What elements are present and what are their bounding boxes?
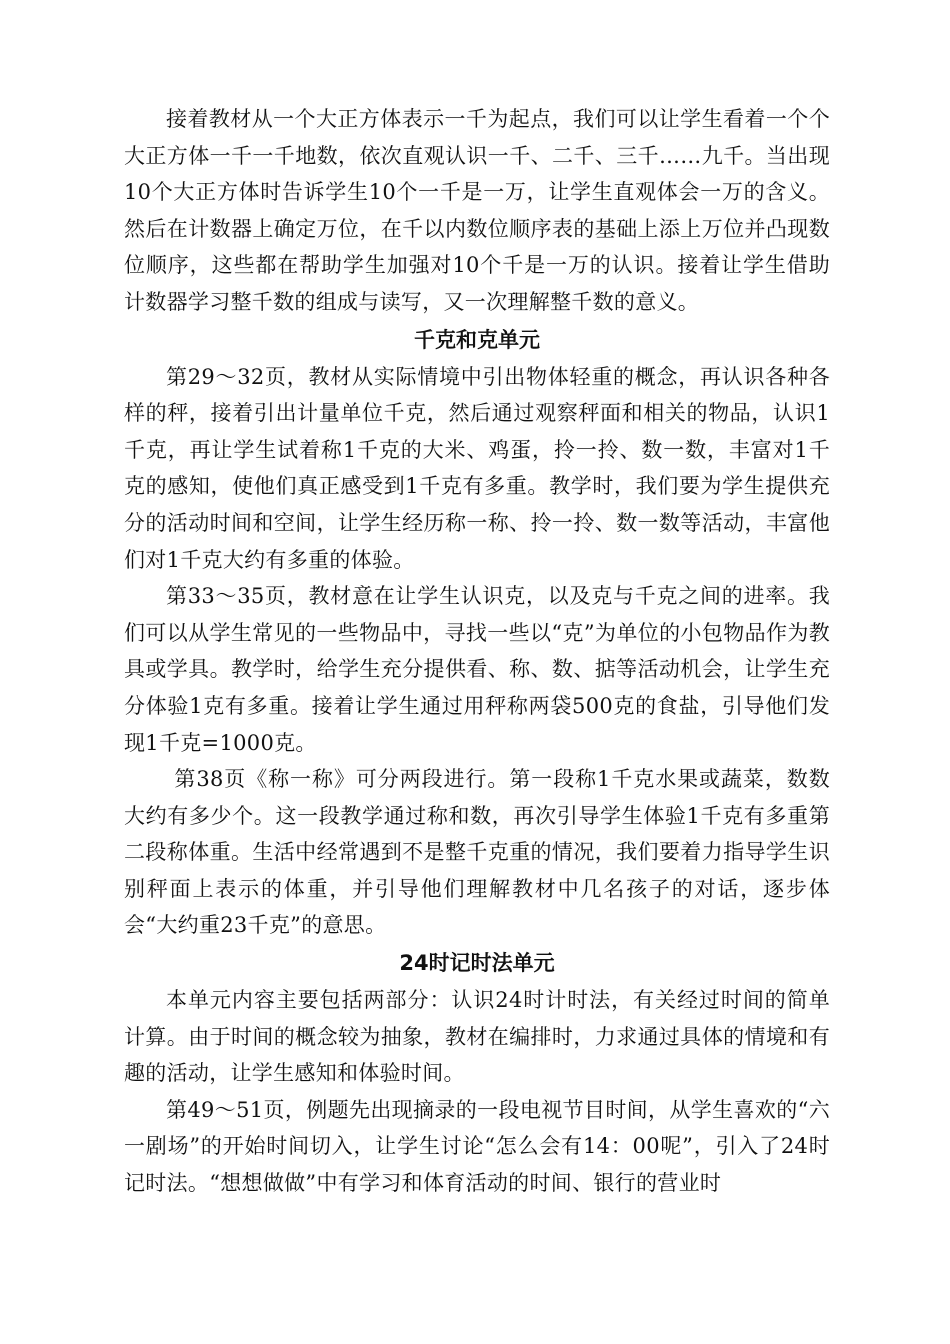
intro-paragraph: 接着教材从一个大正方体表示一千为起点，我们可以让学生看着一个个大正方体一千一千地数，依次直观认识一千、二千、三千……九千。当出现10个大正方体时告诉学生10个一千是一万，让学生直观体会一万的含义。然后在计数器上确定万位，在千以内数位顺序表的基础上添上万位并凸现数位顺序，这些都在帮助学生加强对10个千是一万的认识。接着让学生借助计数器学习整千数的组成与读写，又一次理解整千数的意义。 xyxy=(124,107,830,314)
24h-paragraph-2: 第49～51页，例题先出现摘录的一段电视节目时间，从学生喜欢的“六一剧场”的开始时间切入，让学生讨论“怎么会有14：00呢”，引入了24时记时法。“想想做做”中有学习和体育活动的时间、银行的营业时 xyxy=(124,1097,830,1196)
document-page xyxy=(124,101,830,1202)
24h-paragraph-1: 本单元内容主要包括两部分：认识24时计时法，有关经过时间的简单计算。由于时间的概念较为抽象，教材在编排时，力求通过具体的情境和有趣的活动，让学生感知和体验时间。 xyxy=(124,988,830,1086)
kg-paragraph-3: 第38页《称一称》可分两段进行。第一段称1千克水果或蔬菜，数数大约有多少个。这一段教学通过称和数，再次引导学生体验1千克有多重第二段称体重。生活中经常遇到不是整千克重的情况，我们要着力指导学生识别秤面上表示的体重，并引导他们理解教材中几名孩子的对话，逐步体会“大约重23千克”的意思。 xyxy=(124,767,830,938)
kg-paragraph-2: 第33～35页，教材意在让学生认识克，以及克与千克之间的进率。我们可以从学生常见的一些物品中，寻找一些以“克”为单位的小包物品作为教具或学具。教学时，给学生充分提供看、称、数、掂等活动机会，让学生充分体验1克有多重。接着让学生通过用秤称两袋500克的食盐，引导他们发现1千克=1000克。 xyxy=(124,584,830,755)
section-heading-24h: 24时记时法单元 xyxy=(399,951,555,976)
kg-paragraph-1: 第29～32页，教材从实际情境中引出物体轻重的概念，再认识各种各样的秤，接着引出计量单位千克，然后通过观察秤面和相关的物品，认识1千克，再让学生试着称1千克的大米、鸡蛋，拎一拎、数一数，丰富对1千克的感知，使他们真正感受到1千克有多重。教学时，我们要为学生提供充分的活动时间和空间，让学生经历称一称、拎一拎、数一数等活动，丰富他们对1千克大约有多重的体验。 xyxy=(124,364,830,572)
section-heading-kg: 千克和克单元 xyxy=(414,327,540,352)
